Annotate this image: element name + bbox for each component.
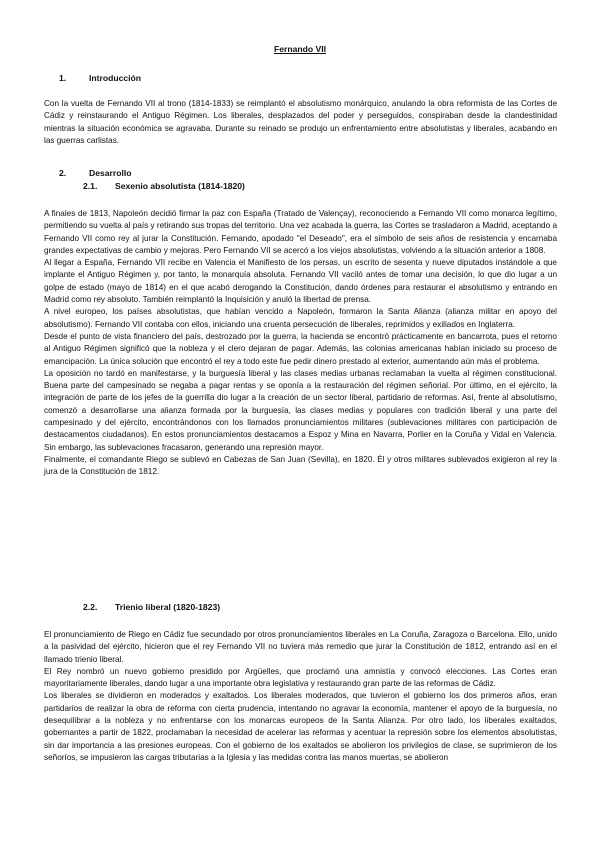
section-number: 1. [59, 73, 67, 83]
section-title: Desarrollo [89, 168, 132, 178]
paragraph: A nivel europeo, los países absolutistas, que habían vencido a Napoleón, formaron la Santa Alianza (alianza militar en apoyo del absolutismo). Fernando VII contaba con ellos, iniciando una cruenta persecución de liberales, reprimidos y exiliados en Inglaterra. [44, 307, 557, 329]
section-heading-introduccion [59, 73, 141, 83]
section-heading-desarrollo [59, 168, 132, 178]
section-number: 2. [59, 168, 67, 178]
trienio-body [44, 629, 557, 764]
subsection-title: Sexenio absolutista (1814-1820) [115, 181, 245, 191]
intro-body [44, 98, 557, 147]
subsection-title: Trienio liberal (1820-1823) [115, 602, 221, 612]
sexenio-body [44, 208, 557, 479]
paragraph: Finalmente, el comandante Riego se sublevó en Cabezas de San Juan (Sevilla), en 1820. Él y otros militares sublevados exigieron al rey la jura de la Constitución de 1812. [44, 454, 557, 477]
paragraph: Con la vuelta de Fernando VII al trono (1814-1833) se reimplantó el absolutismo monárquico, anulando la obra reformista de las Cortes de Cádiz y reinstaurando el Antiguo Régimen. Los liberales, desplazados del poder y perseguidos, conspiraban desde la clandestinidad mientras la situación económica se agravaba. Durante su reinado se produjo un enfrentamiento entre absolutistas y liberales, acabando en las guerras carlistas. [44, 99, 557, 145]
document-title: Fernando VII [273, 44, 327, 54]
paragraph: Al llegar a España, Fernando VII recibe en Valencia el Manifiesto de los persas, un escrito de sesenta y nueve diputados instándole a que implante el Antiguo Régimen y, por tanto, la monarquía absoluta. Fernando VII vaciló antes de tomar una decisión, lo que dio lugar a un golpe de estado (mayo de 1814) en el que acabó derogando la Constitución, dando órdenes para restaurar el absolutismo y entrando en Madrid como rey absoluto. También reimplantó la Inquisición y anuló la libertad de prensa. [44, 258, 557, 305]
paragraph: La oposición no tardó en manifestarse, y la burguesía liberal y las clases medias urbanas reclamaban la vuelta al régimen constitucional. Buena parte del campesinado se negaba a pagar rentas y se oponía a la restauración del régimen señorial. Por último, en el ejército, la integración de parte de los jefes de la guerrilla dio lugar a la creación de un sector liberal, partidario de reformas. Así, frente al absolutismo, comenzó a desarrollarse una alianza formada por la burguesía, las clases medias y populares con tradición liberal y una parte del campesinado y del ejército, encontrándonos con los llamados pronunciamientos militares (sublevaciones militares con participación de destacamentos ciudadanos). En estos pronunciamientos destacamos a Espoz y Mina en Navarra, Porlier en la Coruña y Vidal en Valencia. Sin embargo, las sublevaciones fracasaron, generando una represión mayor. [44, 368, 557, 452]
paragraph: El pronunciamiento de Riego en Cádiz fue secundado por otros pronunciamientos liberales en La Coruña, Zaragoza o Barcelona. Ello, unido a la pasividad del ejército, hicieron que el rey Fernando VII no tuviera más remedio que jurar la Constitución de 1812, entrando así en el llamado trienio liberal. [44, 630, 557, 664]
subsection-heading-sexenio [83, 181, 245, 191]
paragraph: El Rey nombró un nuevo gobierno presidido por Argüelles, que proclamó una amnistía y convocó elecciones. Las Cortes eran mayoritariamente liberales, dando lugar a una importante obra legislativa y restaurando gran parte de las reformas de Cádiz. [44, 666, 557, 689]
paragraph: A finales de 1813, Napoleón decidió firmar la paz con España (Tratado de Valençay), reconociendo a Fernando VII como monarca legítimo, permitiendo su vuelta al país y retirando sus tropas del territorio. Una vez acabada la guerra, las Cortes se trasladaron a Madrid, aceptando a Fernando VII como rey al jurar la Constitución. Fernando, apodado "el Deseado", era el símbolo de seis años de resistencia y encarnaba grandes expectativas de cambio y mejoras. Pero Fernando VII se acercó a los viejos absolutistas, volviendo a la situación anterior a 1808. [44, 209, 557, 255]
paragraph: Los liberales se dividieron en moderados y exaltados. Los liberales moderados, que tuvieron el gobierno los dos primeros años, eran partidarios de realizar la obra de reforma con cierta prudencia, intentando no agravar la economía, mantener el apoyo de la burguesía, no desequilibrar a la nobleza y no enfrentarse con los monarcas europeos de la Santa Alianza. Por otro lado, los liberales exaltados, gobernantes a partir de 1822, proclamaban la necesidad de acelerar las reformas y acentuar la represión sobre los elementos absolutistas, sin dar importancia a las presiones europeas. Con el gobierno de los exaltados se abolieron los privilegios de clase, se suprimieron de los señoríos, se impusieron las cargas tributarias a la Iglesia y las medidas contra las manos muertas, se abolieron [44, 691, 557, 762]
section-title: Introducción [89, 73, 142, 83]
subsection-number: 2.1. [83, 181, 98, 191]
subsection-number: 2.2. [83, 602, 98, 612]
subsection-heading-trienio [83, 602, 220, 612]
paragraph: Desde el punto de vista financiero del país, destrozado por la guerra, la hacienda se encontró prácticamente en bancarrota, pues el retorno al Antiguo Régimen significó que la nobleza y el clero dejaran de pagar. Además, las colonias americanas habían iniciado su proceso de emancipación. La única solución que encontró el rey a todo este fue pedir dinero prestado al exterior, aumentando aún más el problema. [44, 331, 557, 366]
